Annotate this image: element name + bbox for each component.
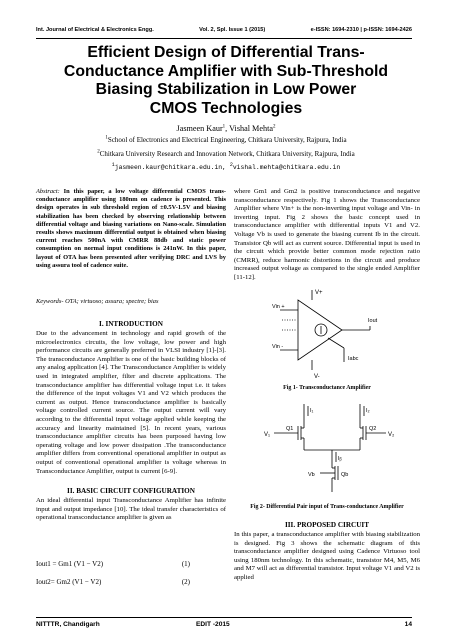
affiliation-1-sup: 1 bbox=[105, 135, 108, 141]
equation-1-number: (1) bbox=[181, 560, 190, 568]
keywords-text: OTA; virtuoso; assura; spectre; bias bbox=[63, 298, 159, 305]
email-1: jasmeen.kaur@chitkara.edu.in, bbox=[114, 164, 230, 171]
abstract-label: Abstract: bbox=[36, 188, 60, 195]
fig2-ib-label: Iᵦ bbox=[338, 456, 342, 462]
author-1: Jasmeen Kaur bbox=[176, 124, 223, 133]
equation-1-body: Iout1 = Gm1 (V1 − V2) bbox=[36, 560, 104, 568]
abstract-text: In this paper, a low voltage differential CMOS trans-conductance amplifier using 180nm on cadence is presented. This design operates in sub threshold region of ±0.5V-1.5V and biasing stabilization has been checked by observing relationship between differential voltage and biasing variations on Nano-scale. Simulation results shows maximum differential output is obtained when biasing current reaches 500nA with CMRR 88db and static power consumption on normal input conditions is 241nW. In this paper, layout of OTA has been presented after verifying DRC and LVS by using assura tool of cadence suite. bbox=[36, 188, 226, 269]
header-rule bbox=[36, 38, 412, 39]
section-heading-proposed-circuit: III. PROPOSED CIRCUIT bbox=[284, 521, 370, 529]
journal-volume: Vol. 2, Spl. Issue 1 (2015) bbox=[199, 27, 266, 33]
basic-circuit-text: An ideal differential input Transconductance Amplifier has infinite input and output impedance [10]. The ideal transfer characteristics of operational transconductance amplifier is given as bbox=[36, 497, 226, 522]
fig2-i2-label: I₂ bbox=[366, 408, 370, 414]
fig2-qb-label: Qb bbox=[341, 472, 349, 478]
author-list bbox=[0, 124, 452, 133]
iabc-lead bbox=[328, 338, 344, 348]
proposed-circuit-text: In this paper, a transconductance amplifier with biasing stabilization is designed. Fig 3 shows the schematic diagram of this transconductance amplifier designed using Cadence Virtuoso tool using 180nm technology. In this schematic, transistor M4, M5, M6 and M7 will act as differential transistor. Input voltage V1 and V2 is applied bbox=[234, 531, 420, 581]
author-emails bbox=[0, 161, 452, 171]
figure-1-ota-symbol bbox=[272, 288, 392, 380]
page-number: 14 bbox=[404, 621, 412, 628]
email-1-sup: 1 bbox=[111, 161, 115, 168]
fig2-v1-label: V₁ bbox=[264, 432, 271, 438]
right-column-text: where Gm1 and Gm2 is positive transconductance and negative transconductance respectively. Fig 1 shows the Transconductance Amplifier where Vin+ is the non-inverting input voltage and Vin- in inverting input. Fig 2 shows the basic concept used in transconductance amplifier with differential inputs V1 and V2. Voltage Vb is used to generate the biasing current Ib in the circuit. Transistor Qb will act as current source. Differential input is used in the circuit which provide better common mode rejection ratio (CMRR), reduce harmonic distortions in the circuit and produce increased output voltage as compared to the single ended Amplifier [11-12]. bbox=[234, 188, 420, 281]
footer-institution: NITTTR, Chandigarh bbox=[36, 621, 100, 628]
fig1-vin-minus-label: Vin - bbox=[272, 344, 284, 350]
fig2-vb-label: Vb bbox=[308, 472, 315, 478]
fig1-vin-plus-label: Vin + bbox=[272, 304, 285, 310]
figure-2-differential-pair bbox=[246, 400, 416, 496]
title-line-1: Efficient Design of Differential Trans- bbox=[87, 44, 365, 61]
fig2-q2-label: Q2 bbox=[369, 426, 377, 432]
figure-1-caption: Fig 1- Transconductance Amplifier bbox=[283, 385, 371, 391]
introduction-text: Due to the advancement in technology and rapid growth of the microelectronics circuits, the low voltage, low power and high performance circuits are generally preferred in VLSI industry [1]-[3]. The transconductance Amplifier is one of the basic building blocks of any analog application [4]. The Transconductance Amplifier is widely used in integrated amplifier, filter and discrete applications. The transconductance amplifier has differential voltage input i.e. it takes the difference of the input voltages V1 and V2 which produces the current as output. Hence transconductance amplifier is basically voltage controlled current source. The output current will vary according to the differential input voltage applied while keeping the accuracy and linearity maintained [5]. In recent years, various transconductance amplifier circuits has been purposed having low operating voltage and low power dissipation .The transconductance amplifier differs from conventional operational amplifier in output as output of conventional operational amplifier is voltage whereas in Transconductance Amplifier, output is current [6-9]. bbox=[36, 330, 226, 475]
title-line-4: CMOS Technologies bbox=[149, 99, 303, 117]
section-heading-introduction: I. INTRODUCTION bbox=[99, 320, 163, 328]
affiliation-1-text: School of Electronics and Electrical Engineering, Chitkara University, Rajpura, India bbox=[107, 136, 347, 144]
journal-issn: e-ISSN: 1694-2310 | p-ISSN: 1694-2426 bbox=[310, 27, 412, 33]
email-2-sup: 2 bbox=[229, 161, 233, 168]
journal-name: Int. Journal of Electrical & Electronics Engg. bbox=[36, 27, 154, 33]
title-line-3: Biasing Stabilization in Low Power bbox=[95, 81, 357, 98]
section-heading-basic-circuit: II. BASIC CIRCUIT CONFIGURATION bbox=[67, 487, 195, 495]
fig1-iout-label: Iout bbox=[368, 318, 378, 324]
email-2: vishal.mehta@chitkara.edu.in bbox=[232, 164, 341, 171]
fig1-iabc-label: Iabc bbox=[348, 356, 359, 362]
affiliation-2 bbox=[0, 150, 452, 159]
equation-2-body: Iout2= Gm2 (V1 − V2) bbox=[36, 578, 102, 586]
paper-title bbox=[30, 44, 422, 118]
author-1-sup: 1 bbox=[222, 124, 226, 130]
affiliation-2-text: Chitkara University Research and Innovation Network, Chitkara University, Rajpura, India bbox=[99, 150, 355, 158]
title-line-2: Conductance Amplifier with Sub-Threshold bbox=[63, 62, 389, 80]
author-separator: , bbox=[225, 124, 230, 133]
keywords-label: Keywords- bbox=[36, 298, 64, 305]
abstract bbox=[36, 188, 226, 270]
figure-2-caption: Fig 2- Differential Pair input of Trans-conductance Amplifier bbox=[250, 504, 404, 510]
affiliation-1 bbox=[0, 136, 452, 145]
footer-edition: EDIT -2015 bbox=[196, 621, 230, 628]
equation-2 bbox=[36, 578, 226, 586]
affiliation-2-sup: 2 bbox=[97, 149, 100, 155]
footer-rule bbox=[36, 617, 412, 618]
fig1-vminus-label: V- bbox=[314, 374, 320, 380]
fig2-v2-label: V₂ bbox=[388, 432, 395, 438]
fig2-q1-label: Q1 bbox=[286, 426, 294, 432]
keywords bbox=[36, 298, 226, 307]
author-2: Vishal Mehta bbox=[229, 124, 273, 133]
fig2-i1-label: I₁ bbox=[310, 408, 314, 414]
ota-triangle bbox=[298, 300, 342, 360]
equation-1 bbox=[36, 560, 226, 568]
equation-2-number: (2) bbox=[181, 578, 190, 586]
fig1-vplus-label: V+ bbox=[315, 290, 323, 296]
author-2-sup: 2 bbox=[272, 124, 276, 130]
